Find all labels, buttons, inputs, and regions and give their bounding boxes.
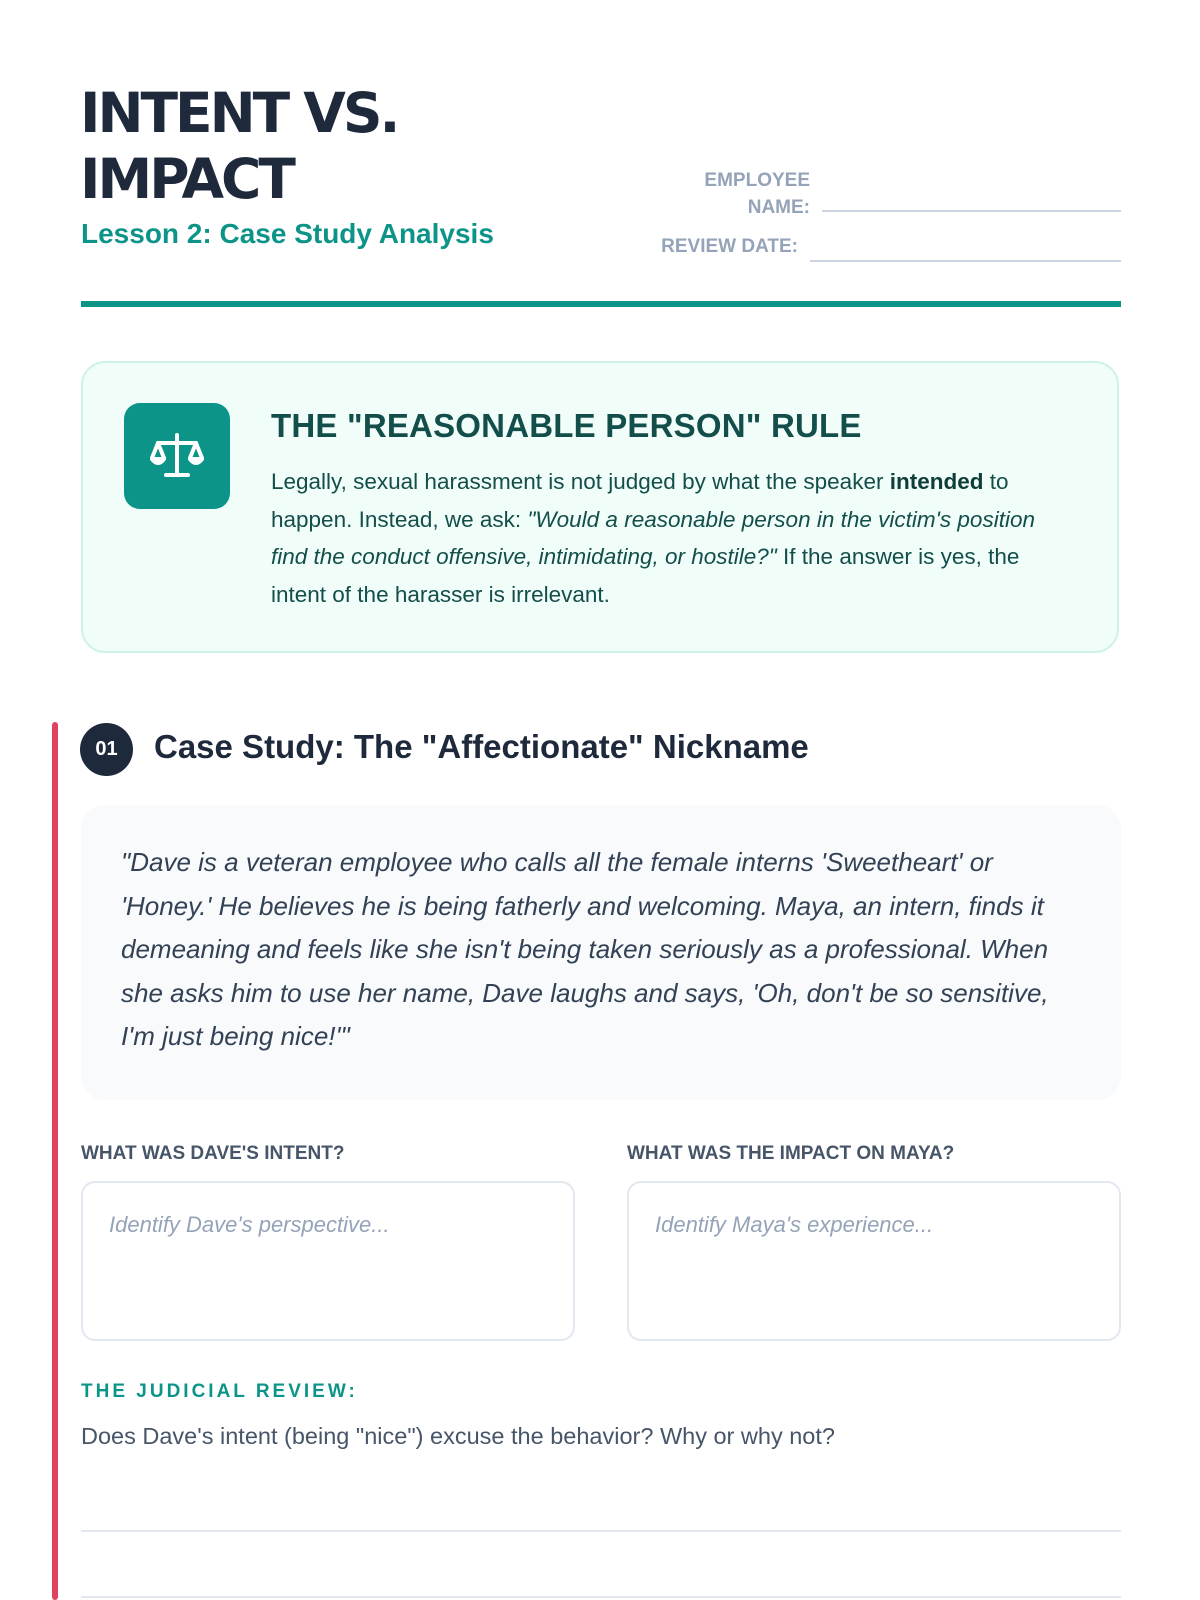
rule-title: THE "REASONABLE PERSON" RULE	[271, 407, 862, 444]
case-number-badge: 01	[80, 723, 133, 776]
answer-line-1[interactable]	[81, 1530, 1121, 1532]
case-scenario-quote	[81, 805, 1121, 1100]
header-divider	[81, 301, 1121, 307]
title-line-1: INTENT VS.	[80, 81, 398, 145]
scenario-text: "Dave is a veteran employee who calls all the female interns 'Sweetheart' or 'Honey.' He believes he is being fatherly and welcoming. Maya, an intern, finds it demeaning and feels like she isn't being taken seriously as a professional. When she asks him to use her name, Dave laughs and says, 'Oh, don't be so sensitive, I'm just being nice!'"	[121, 847, 1049, 1051]
reasonable-person-rule-card	[81, 361, 1119, 653]
scales-of-justice-icon	[124, 403, 230, 509]
page-title	[80, 80, 397, 212]
answer-line-2[interactable]	[81, 1596, 1121, 1598]
lesson-subtitle: Lesson 2: Case Study Analysis	[81, 218, 494, 249]
employee-name-field[interactable]	[822, 210, 1121, 212]
case-accent-bar	[52, 722, 58, 1600]
review-date-label: REVIEW DATE:	[661, 236, 798, 257]
review-date-field[interactable]	[810, 260, 1121, 262]
judicial-review-label: THE JUDICIAL REVIEW:	[81, 1381, 358, 1402]
title-line-2: IMPACT	[80, 147, 293, 211]
intent-question-label: WHAT WAS DAVE'S INTENT?	[81, 1143, 345, 1164]
impact-question-label: WHAT WAS THE IMPACT ON MAYA?	[627, 1143, 955, 1164]
intent-answer-field[interactable]	[81, 1181, 575, 1341]
case-study-title: Case Study: The "Affectionate" Nickname	[154, 728, 809, 765]
rule-description: Legally, sexual harassment is not judged by what the speaker intended to happen. Instead, we ask: "Would a reasonable person in the victim's position find the conduct offensive, intimidating, or hostile?" If the answer is yes, the intent of the harasser is irrelevant.	[271, 469, 1035, 607]
impact-answer-field[interactable]	[627, 1181, 1121, 1341]
judicial-review-question: Does Dave's intent (being "nice") excuse the behavior? Why or why not?	[81, 1423, 835, 1449]
employee-name-label: EMPLOYEE NAME:	[704, 170, 810, 218]
